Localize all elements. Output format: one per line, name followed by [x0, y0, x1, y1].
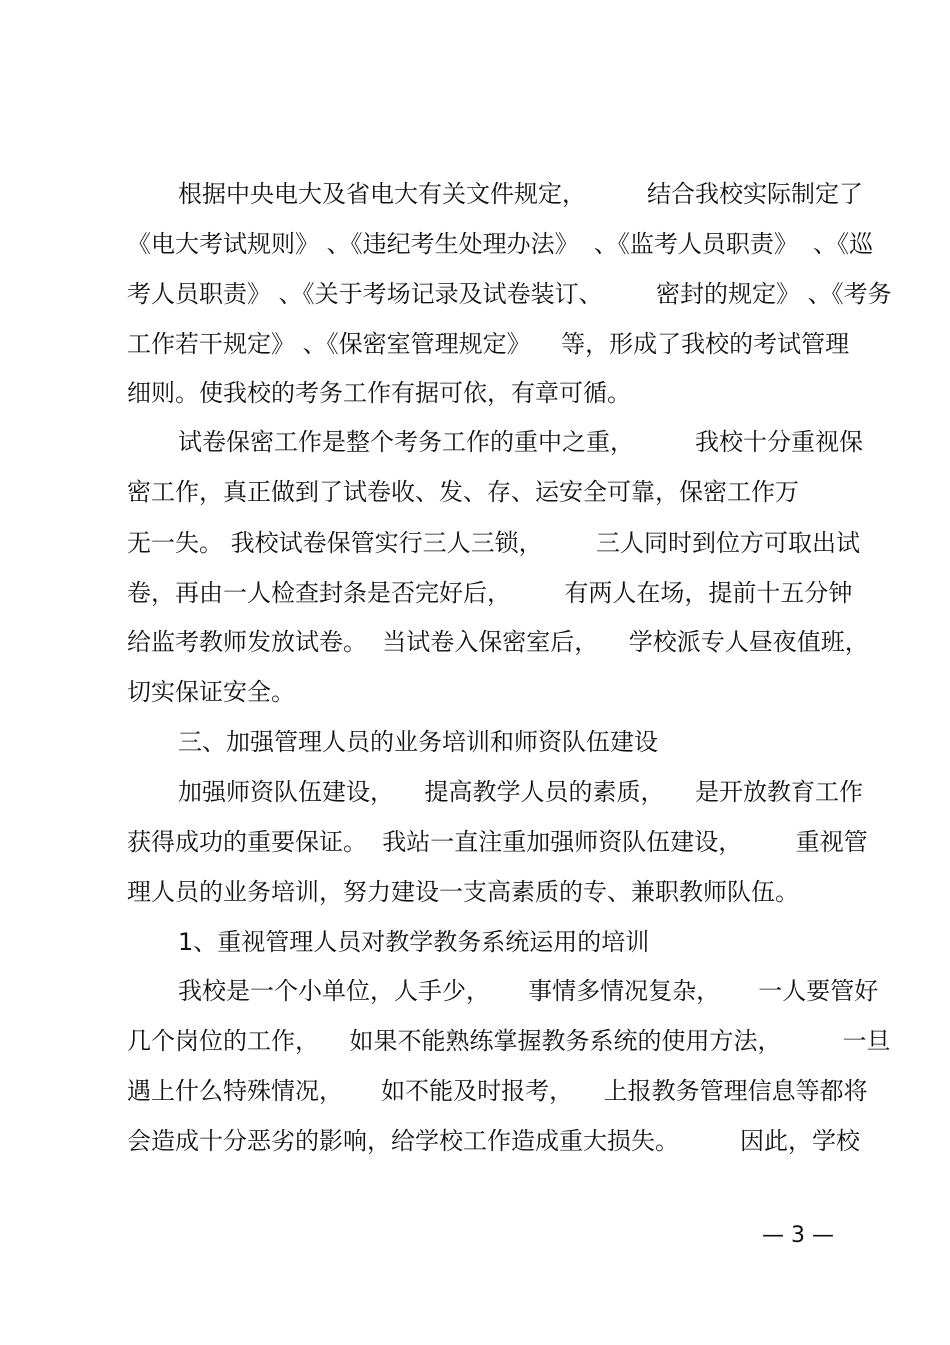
paragraph-1-line-3: 考人员职责》 、《关于考场记录及试卷装订、 密封的规定》 、《考务 — [127, 280, 892, 308]
paragraph-4-line-3: 遇上什么特殊情况， 如不能及时报考， 上报教务管理信息等都将 — [127, 1077, 868, 1105]
paragraph-1-line-2: 《电大考试规则》 、《违纪考生处理办法》 、《监考人员职责》 、《巡 — [127, 230, 874, 258]
paragraph-3-line-1: 加强师资队伍建设， 提高教学人员的素质， 是开放教育工作 — [178, 778, 864, 806]
paragraph-3-line-3: 理人员的业务培训，努力建设一支高素质的专、兼职教师队伍。 — [127, 878, 799, 906]
paragraph-2-line-2: 密工作，真正做到了试卷收、发、存、运安全可靠，保密工作万 — [127, 478, 799, 506]
page-number: — 3 — — [762, 1223, 834, 1248]
paragraph-2-line-6: 切实保证安全。 — [127, 678, 295, 706]
paragraph-1-line-5: 细则。使我校的考务工作有据可依，有章可循。 — [127, 379, 631, 407]
section-heading-three: 三、加强管理人员的业务培训和师资队伍建设 — [178, 728, 658, 756]
paragraph-4-line-2: 几个岗位的工作， 如果不能熟练掌握教务系统的使用方法， 一旦 — [127, 1027, 891, 1055]
paragraph-4-line-1: 我校是一个小单位，人手少， 事情多情况复杂， 一人要管好 — [178, 977, 879, 1005]
paragraph-2-line-3: 无一失。 我校试卷保管实行三人三锁， 三人同时到位方可取出试 — [127, 529, 861, 557]
paragraph-2-line-5: 给监考教师发放试卷。 当试卷入保密室后， 学校派专人昼夜值班， — [127, 628, 869, 656]
paragraph-2-line-1: 试卷保密工作是整个考务工作的重中之重， 我校十分重视保 — [178, 428, 864, 456]
paragraph-1-line-4: 工作若干规定》 、《保密室管理规定》 等，形成了我校的考试管理 — [127, 330, 850, 358]
paragraph-1-line-1: 根据中央电大及省电大有关文件规定， 结合我校实际制定了 — [178, 180, 864, 208]
paragraph-4-line-4: 会造成十分恶劣的影响，给学校工作造成重大损失。 因此，学校 — [127, 1127, 861, 1155]
paragraph-2-line-4: 卷，再由一人检查封条是否完好后， 有两人在场，提前十五分钟 — [127, 579, 853, 607]
subsection-heading-one: 1、重视管理人员对教学教务系统运用的培训 — [178, 928, 650, 956]
paragraph-3-line-2: 获得成功的重要保证。 我站一直注重加强师资队伍建设， 重视管 — [127, 828, 868, 856]
